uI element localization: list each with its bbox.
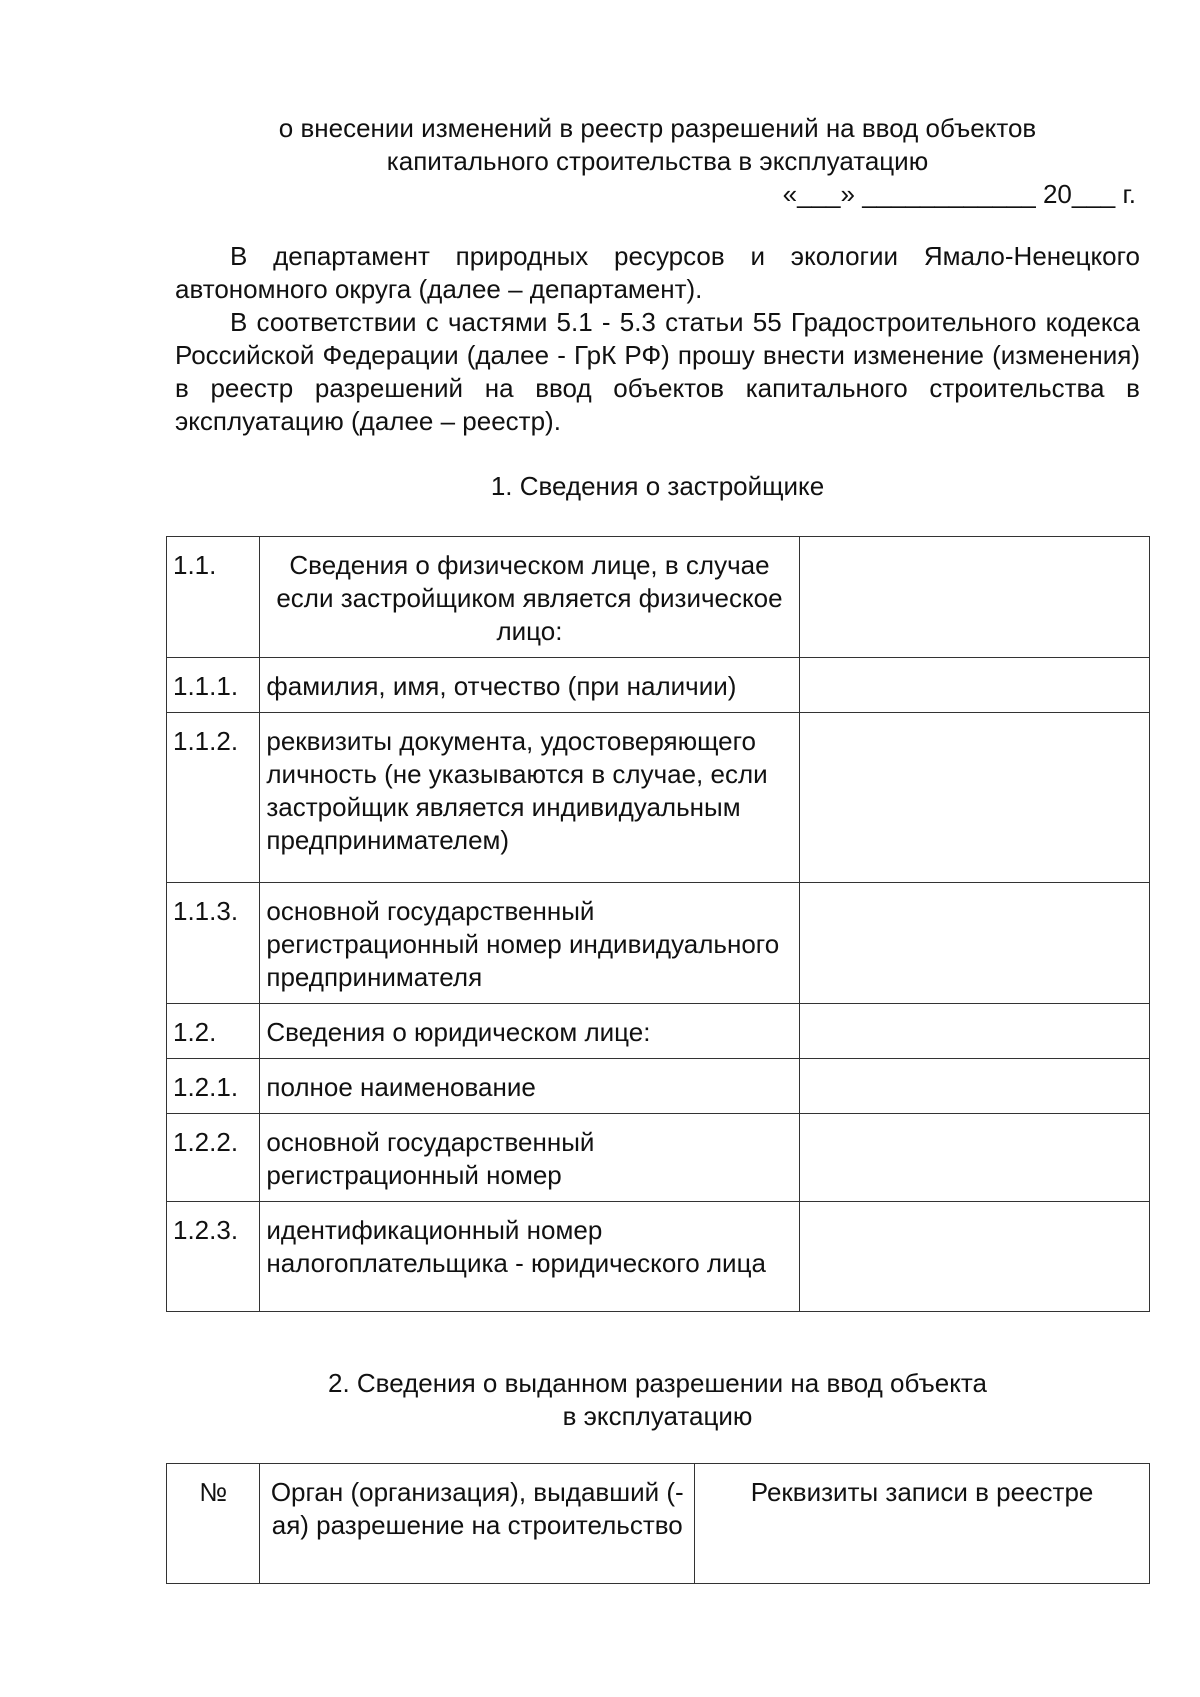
table-row xyxy=(167,713,1150,883)
header-number: № xyxy=(167,1464,260,1584)
header-registry-record: Реквизиты записи в реестре xyxy=(695,1464,1150,1584)
row-number: 1.2.1. xyxy=(167,1059,260,1114)
table-row xyxy=(167,1114,1150,1202)
intro-paragraph-2-text: В соответствии с частями 5.1 - 5.3 статьи 55 Градостроительного кодекса Российской Федерации (далее - ГрК РФ) прошу внести изменение (изменения) в реестр разрешений на ввод объектов капитального строительства в эксплуатацию (далее – реестр). xyxy=(175,307,1140,436)
row-label: Сведения о физическом лице, в случае если застройщиком является физическое лицо: xyxy=(260,537,799,658)
row-number: 1.2.2. xyxy=(167,1114,260,1202)
row-number: 1.2. xyxy=(167,1004,260,1059)
row-label: полное наименование xyxy=(260,1059,799,1114)
table-row xyxy=(167,883,1150,1004)
intro-paragraph-2 xyxy=(175,306,1140,438)
section-2-title-line-1: 2. Сведения о выданном разрешении на ввод объекта xyxy=(327,1368,987,1398)
row-value-cell[interactable] xyxy=(799,1059,1149,1114)
date-line: «___» ____________ 20___ г. xyxy=(782,179,1136,209)
row-value-cell[interactable] xyxy=(799,1202,1149,1312)
row-label: основной государственный регистрационный номер xyxy=(260,1114,799,1202)
row-label: основной государственный регистрационный номер индивидуального предпринимателя xyxy=(260,883,799,1004)
row-number: 1.2.3. xyxy=(167,1202,260,1312)
row-value-cell[interactable] xyxy=(799,883,1149,1004)
intro-paragraph-1-text: В департамент природных ресурсов и экологии Ямало-Ненецкого автономного округа (далее – департамент). xyxy=(175,241,1140,304)
table-row xyxy=(167,537,1150,658)
row-number: 1.1.1. xyxy=(167,658,260,713)
table-row xyxy=(167,1059,1150,1114)
title-line-1: о внесении изменений в реестр разрешений на ввод объектов xyxy=(278,113,1037,143)
developer-info-table xyxy=(166,536,1150,1312)
permit-info-table xyxy=(166,1463,1150,1584)
section-1-title: 1. Сведения о застройщике xyxy=(490,471,825,501)
table-row xyxy=(167,1004,1150,1059)
row-number: 1.1.2. xyxy=(167,713,260,883)
row-label: Сведения о юридическом лице: xyxy=(260,1004,799,1059)
row-value-cell[interactable] xyxy=(799,537,1149,658)
section-2-title-line-2: в эксплуатацию xyxy=(562,1401,753,1431)
row-label: идентификационный номер налогоплательщика - юридического лица xyxy=(260,1202,799,1312)
row-number: 1.1. xyxy=(167,537,260,658)
intro-paragraph-1 xyxy=(175,240,1140,306)
document-title xyxy=(175,112,1140,178)
title-line-2: капитального строительства в эксплуатацию xyxy=(386,146,929,176)
header-issuing-authority: Орган (организация), выдавший (-ая) разрешение на строительство xyxy=(260,1464,695,1584)
section-2-title xyxy=(165,1367,1150,1433)
table-header-row xyxy=(167,1464,1150,1584)
row-label: реквизиты документа, удостоверяющего личность (не указываются в случае, если застройщик является индивидуальным предпринимателем) xyxy=(260,713,799,883)
table-row xyxy=(167,658,1150,713)
row-label: фамилия, имя, отчество (при наличии) xyxy=(260,658,799,713)
row-value-cell[interactable] xyxy=(799,658,1149,713)
row-value-cell[interactable] xyxy=(799,713,1149,883)
row-value-cell[interactable] xyxy=(799,1004,1149,1059)
row-number: 1.1.3. xyxy=(167,883,260,1004)
row-value-cell[interactable] xyxy=(799,1114,1149,1202)
table-row xyxy=(167,1202,1150,1312)
